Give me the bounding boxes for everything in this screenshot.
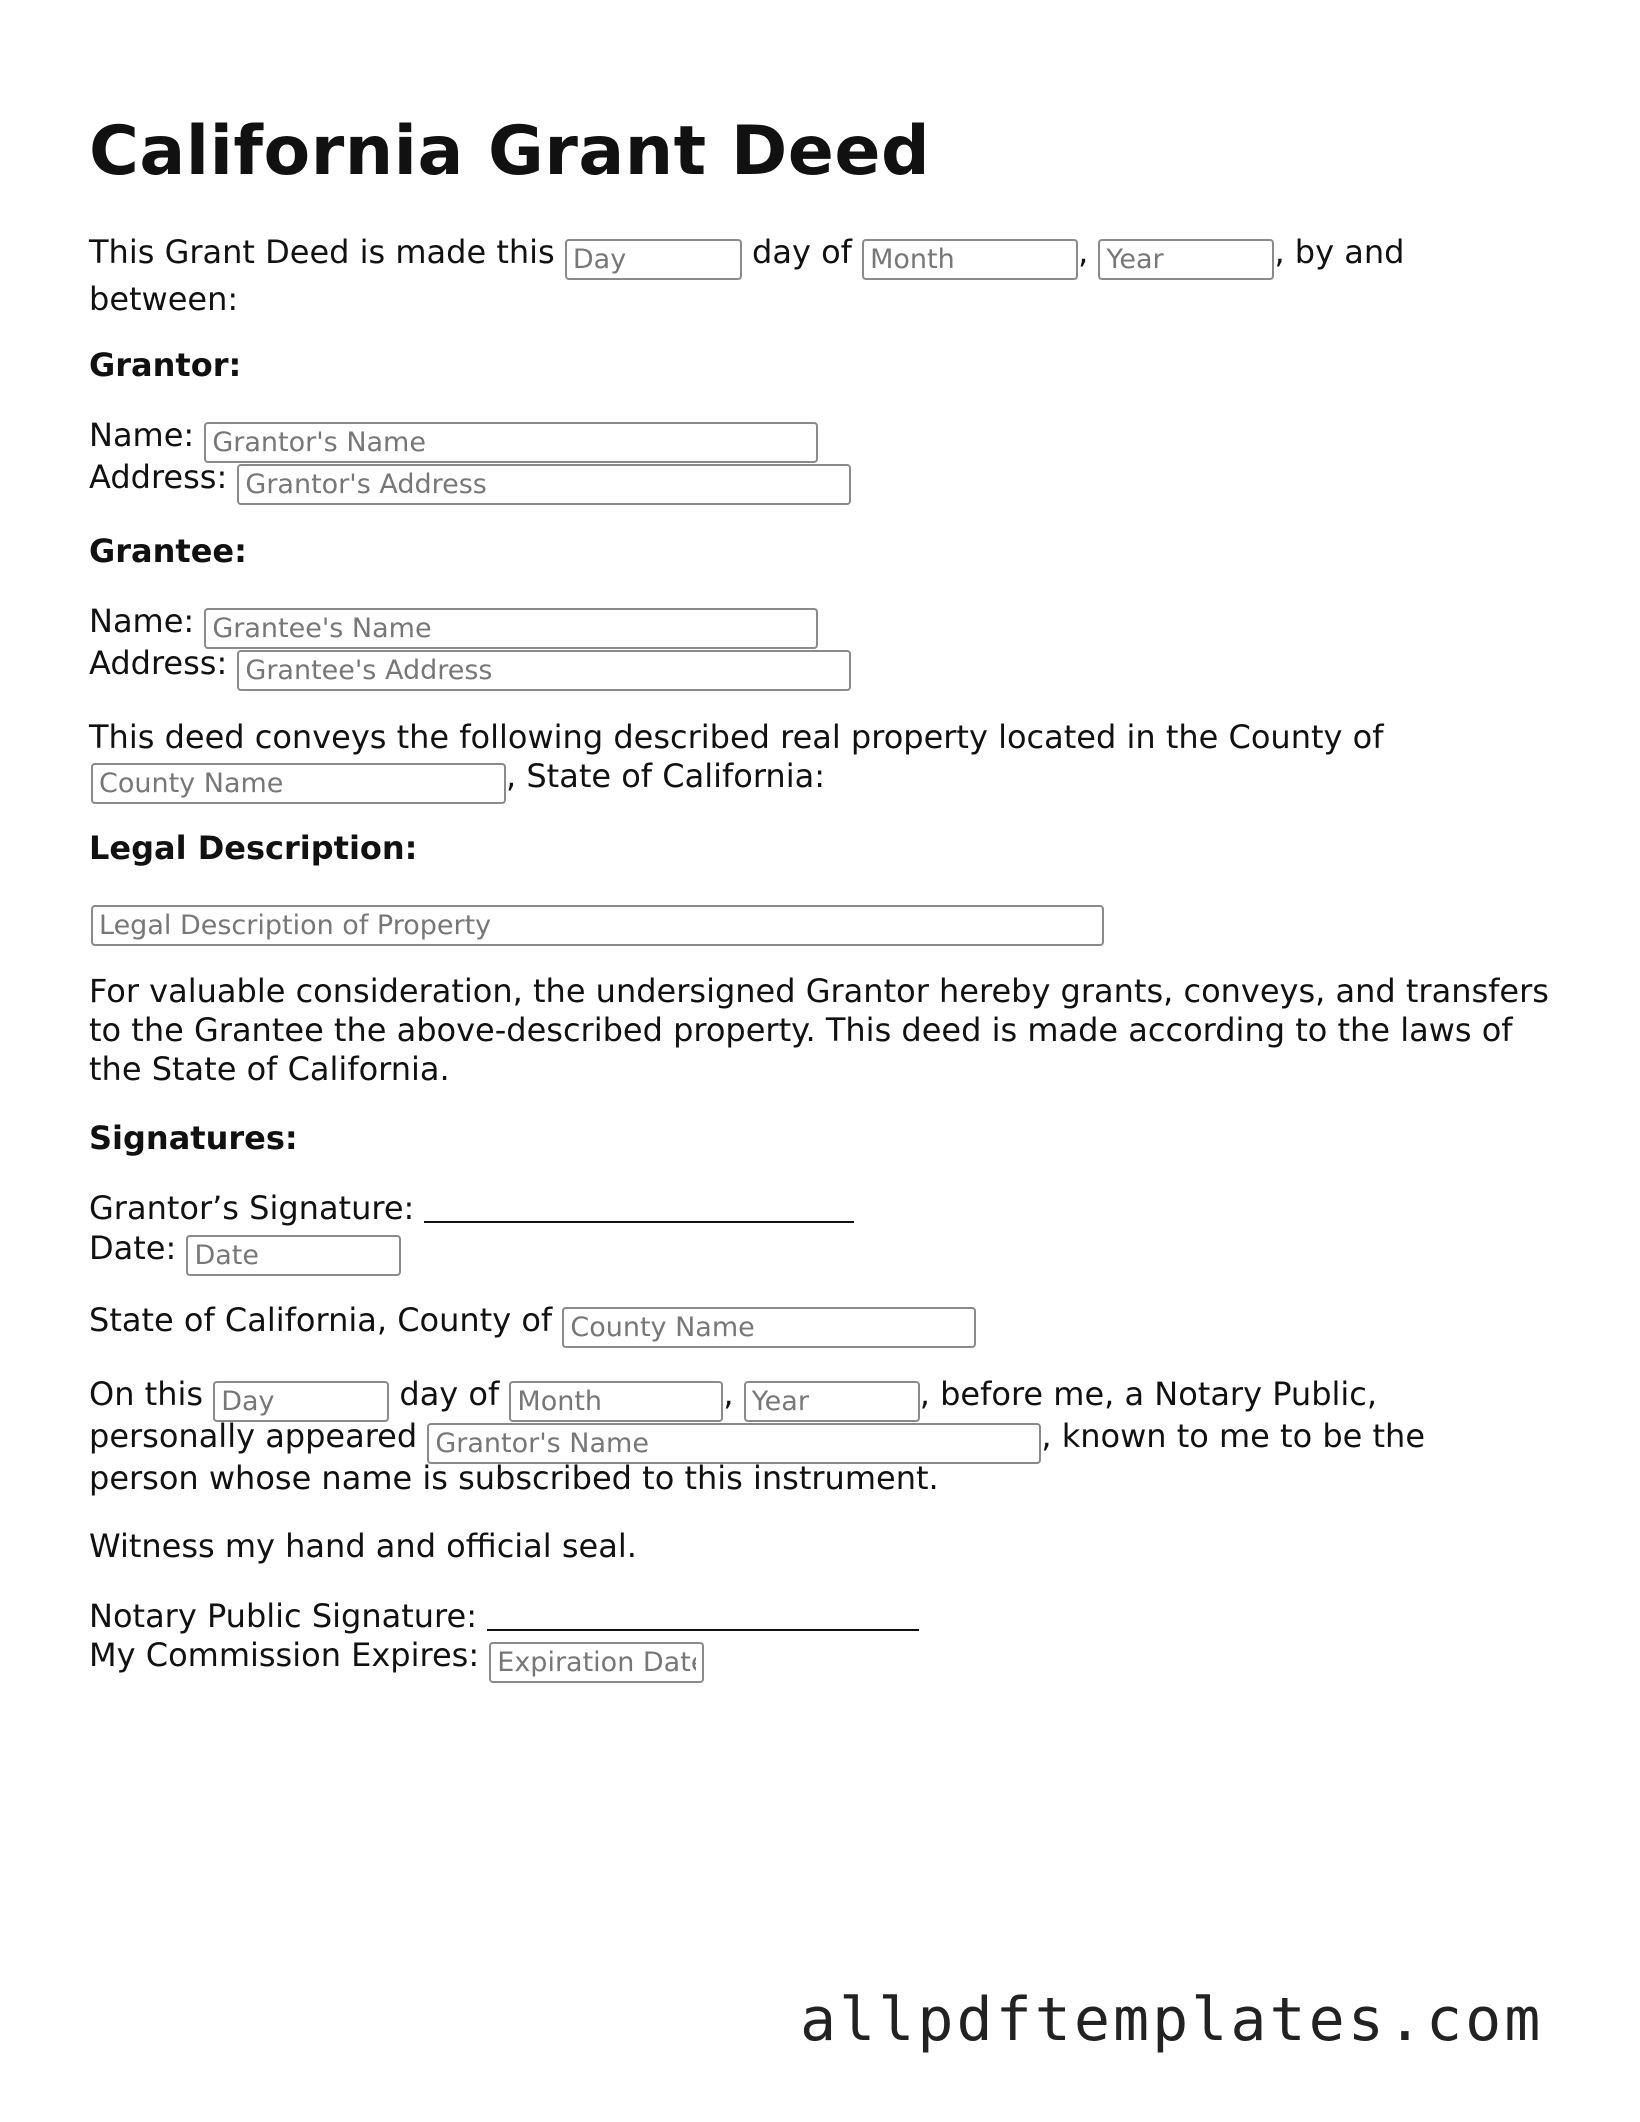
personally-appeared-text: personally appeared [89, 1417, 418, 1455]
on-this-text: On this [89, 1375, 204, 1413]
known-to-me-text: , known to me to be the [1041, 1417, 1426, 1455]
comma-text: , [1078, 233, 1089, 271]
consideration-line-2: to the Grantee the above-described property. This deed is made according to the laws of [89, 1011, 1513, 1049]
signatures-heading: Signatures: [89, 1119, 298, 1157]
grantor-name-row [89, 416, 1559, 463]
intro-month-field[interactable] [862, 239, 1078, 280]
day-of-text: day of [752, 233, 852, 271]
grantor-name-label: Name: [89, 416, 195, 454]
intro-day-field[interactable] [565, 239, 742, 280]
grantee-address-row [89, 644, 1559, 691]
watermark-text: allpdftemplates.com [800, 1985, 1544, 2055]
grantor-signature-label: Grantor’s Signature: [89, 1189, 415, 1227]
between-text: between: [89, 280, 239, 318]
grantee-name-row [89, 602, 1559, 649]
grantor-address-label: Address: [89, 458, 228, 496]
grantor-signature-row [89, 1189, 1559, 1228]
by-and-text: , by and [1274, 233, 1405, 271]
notary-month-field[interactable] [509, 1381, 723, 1422]
grantor-address-row [89, 458, 1559, 505]
notary-comma-text: , [723, 1375, 734, 1413]
consideration-line-1: For valuable consideration, the undersigned Grantor hereby grants, conveys, and transfers [89, 972, 1549, 1010]
commission-expires-row [89, 1636, 1559, 1683]
conveyance-paragraph [89, 718, 1559, 804]
conveyance-county-field[interactable] [91, 763, 506, 804]
consideration-line-3: the State of California. [89, 1050, 450, 1088]
grantee-name-field[interactable] [204, 608, 818, 649]
grantee-name-label: Name: [89, 602, 195, 640]
grantor-date-field[interactable] [186, 1235, 401, 1276]
grantor-address-field[interactable] [237, 464, 851, 505]
intro-text: This Grant Deed is made this [89, 233, 555, 271]
state-of-california-text: , State of California: [506, 757, 825, 795]
before-me-text: , before me, a Notary Public, [919, 1375, 1378, 1413]
state-county-text: State of California, County of [89, 1301, 553, 1339]
notary-day-of-text: day of [399, 1375, 500, 1413]
acknowledgment-line-1 [89, 1375, 1559, 1417]
intro-year-field[interactable] [1098, 239, 1274, 280]
acknowledgment-line-2 [89, 1417, 1559, 1459]
intro-paragraph [89, 233, 1559, 319]
commission-expiration-field[interactable] [489, 1642, 704, 1683]
grantor-signature-line[interactable] [424, 1191, 854, 1223]
notary-signature-row [89, 1597, 1559, 1636]
grantee-address-field[interactable] [237, 650, 851, 691]
witness-text: Witness my hand and official seal. [89, 1527, 637, 1565]
grantor-heading: Grantor: [89, 346, 242, 384]
legal-description-row [89, 899, 1559, 946]
page-title: California Grant Deed [89, 112, 931, 191]
acknowledgment-line-3: person whose name is subscribed to this instrument. [89, 1459, 939, 1497]
notary-year-field[interactable] [744, 1381, 920, 1422]
grantor-name-field[interactable] [204, 422, 818, 463]
consideration-paragraph [89, 972, 1559, 1089]
notary-state-county-row [89, 1301, 1559, 1348]
grantor-date-row [89, 1229, 1559, 1276]
grantee-heading: Grantee: [89, 532, 247, 570]
notary-acknowledgment-paragraph [89, 1375, 1559, 1498]
notary-signature-line[interactable] [487, 1599, 919, 1631]
grantor-date-label: Date: [89, 1229, 177, 1267]
grantee-address-label: Address: [89, 644, 228, 682]
notary-grantor-name-field[interactable] [427, 1423, 1041, 1464]
notary-county-field[interactable] [562, 1307, 976, 1348]
conveyance-text: This deed conveys the following described real property located in the County of [89, 718, 1384, 756]
legal-description-heading: Legal Description: [89, 829, 418, 867]
commission-expires-label: My Commission Expires: [89, 1636, 480, 1674]
notary-signature-label: Notary Public Signature: [89, 1597, 477, 1635]
notary-day-field[interactable] [213, 1381, 389, 1422]
legal-description-field[interactable] [91, 905, 1104, 946]
